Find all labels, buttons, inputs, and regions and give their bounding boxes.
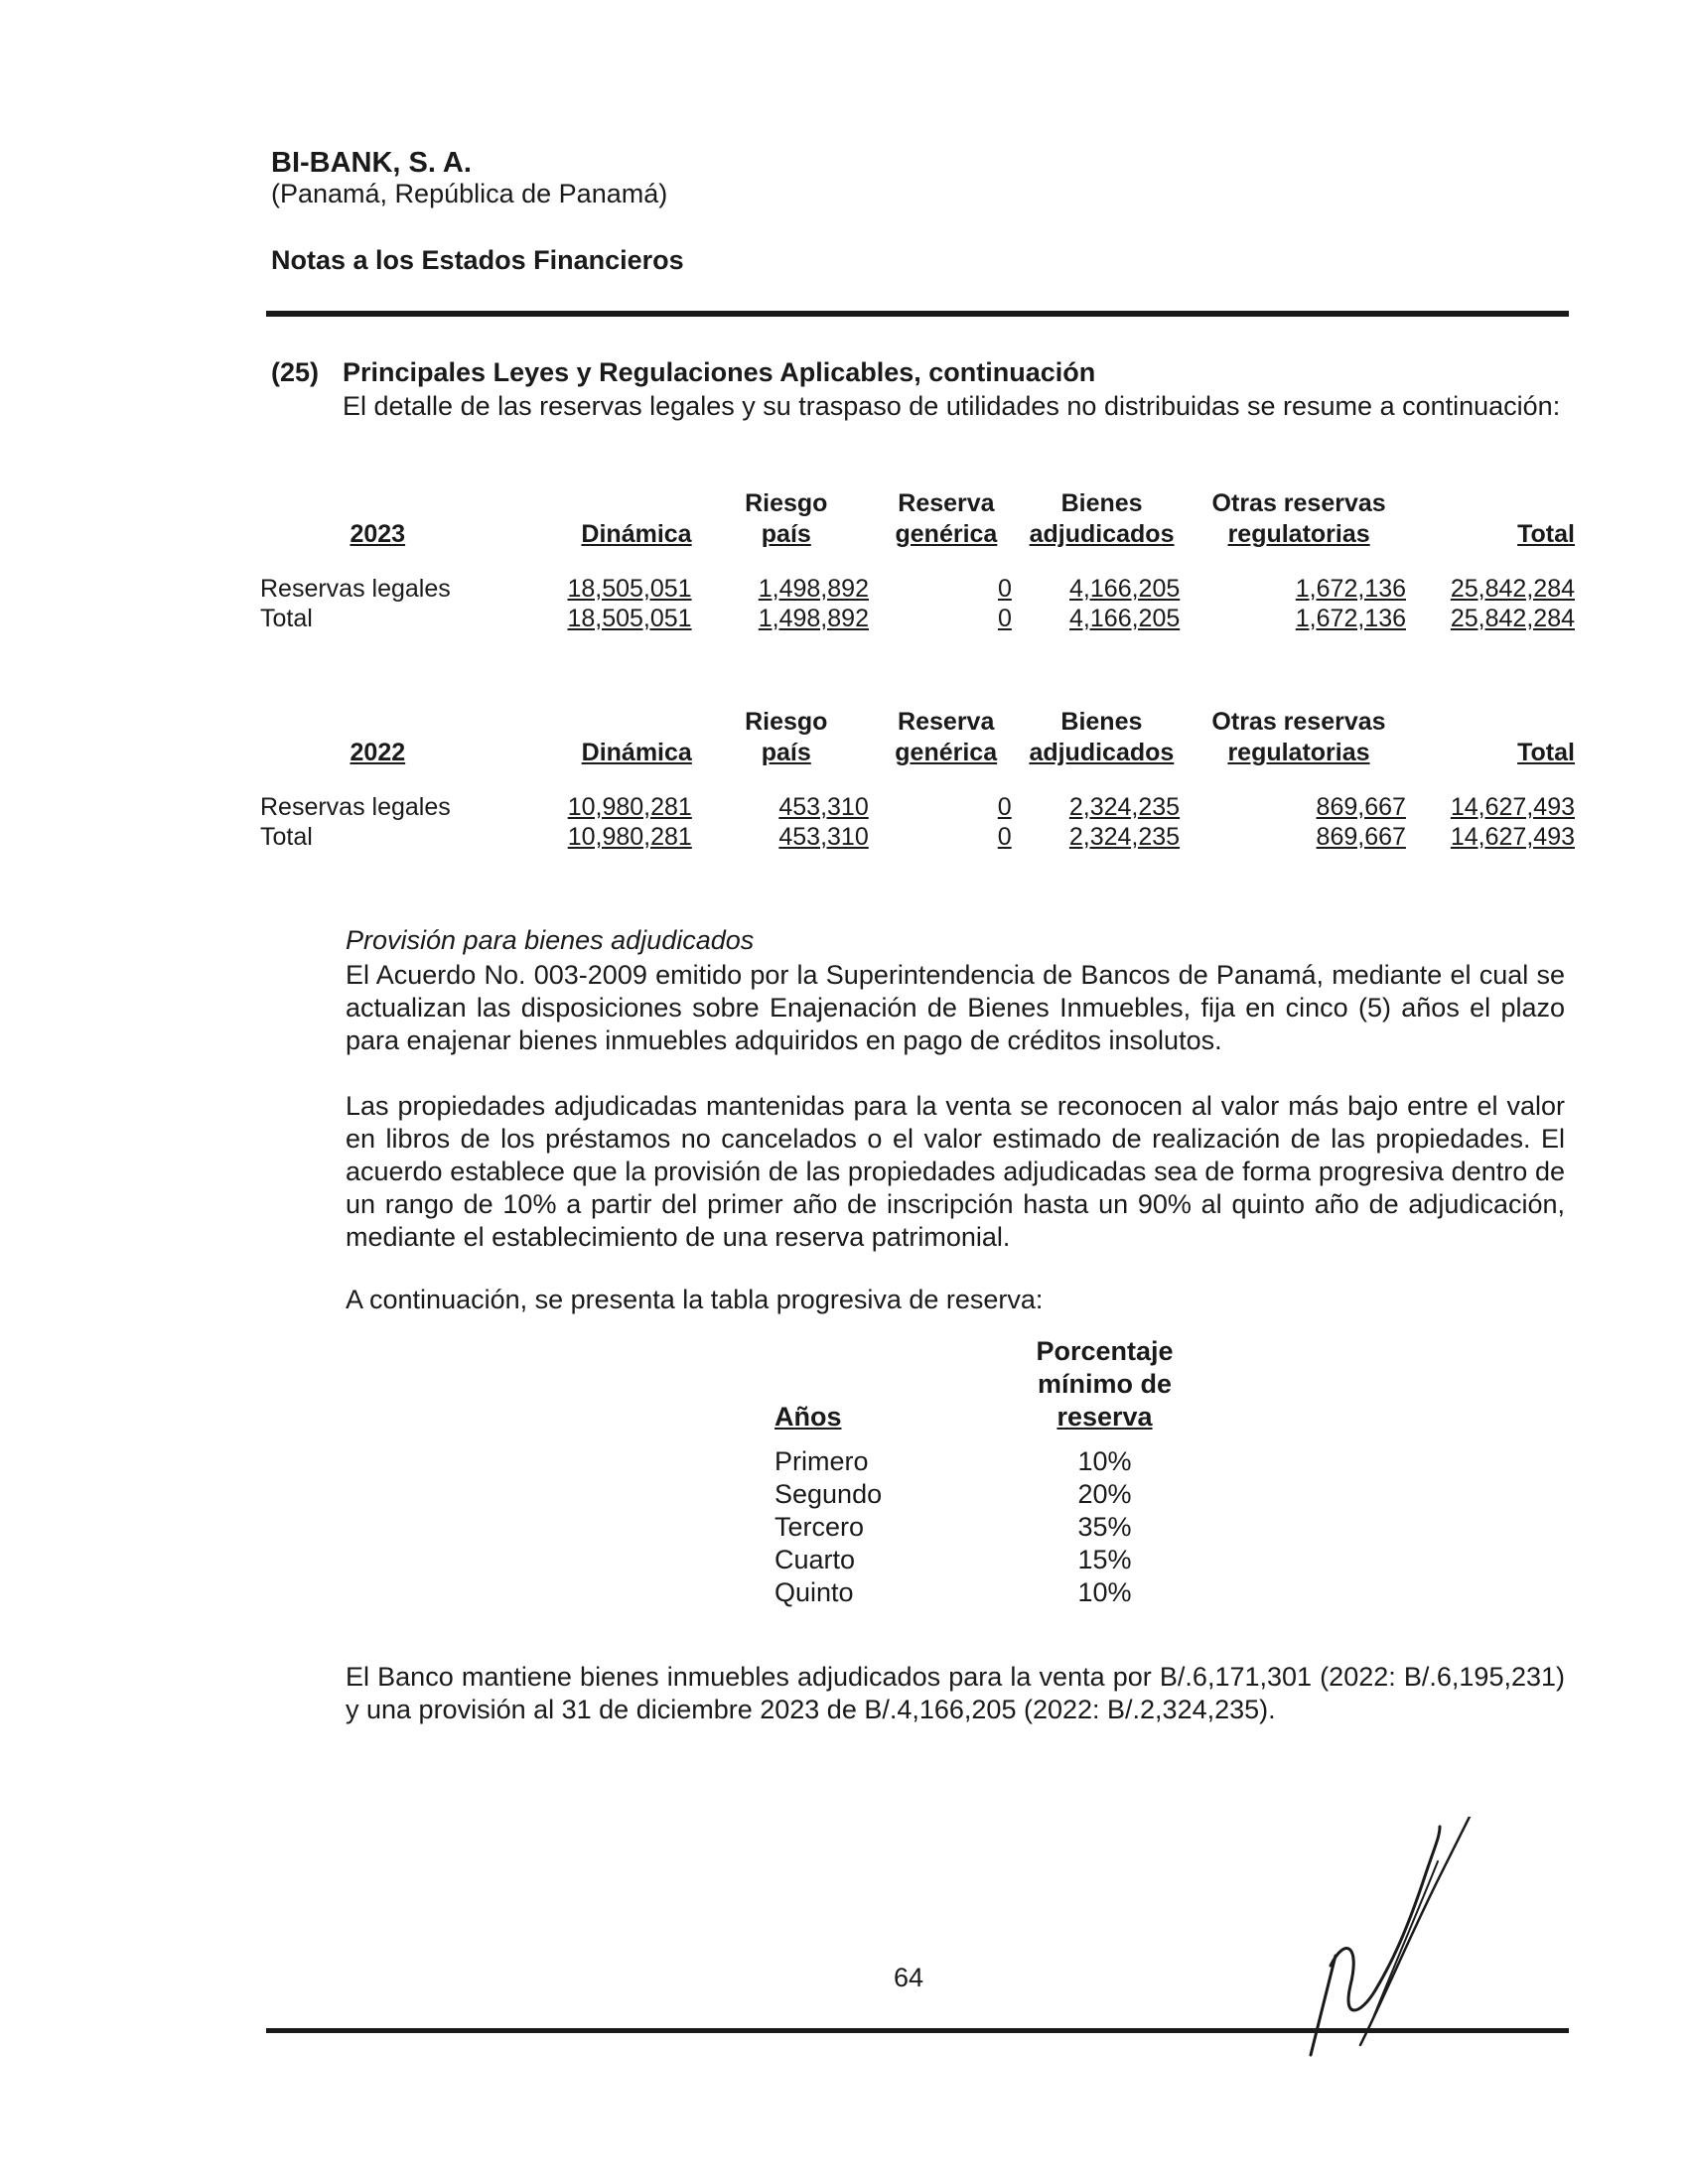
table-cell: 869,667 [1316,823,1406,851]
table-cell: 0 [997,575,1012,603]
table-cell: 2,324,235 [1068,793,1181,821]
table-cell: 0 [997,823,1012,851]
col-header: Dinámica [581,739,692,766]
provision-paragraph-1: El Acuerdo No. 003-2009 emitido por la Superintendencia de Bancos de Panamá, mediante el cual se actualizan las disposiciones sobre Enajenación de Bienes Inmuebles, fija en cinco (5) años el plazo para enajenar bienes inmuebles adquiridos en pago de créditos insolutos. [346,960,1565,1055]
col-header: país [761,739,811,766]
col-header: Total [1517,520,1575,548]
col-header-l1: Riesgo [745,489,828,517]
table-cell: 1,672,136 [1295,605,1406,632]
col-header-l1: Otras reservas [1211,489,1386,517]
table-cell: Segundo [774,1479,883,1509]
provision-paragraph-3: A continuación, se presenta la tabla progresiva de reserva: [346,1285,1044,1314]
table-cell: 10% [1077,1577,1132,1607]
table-cell: 18,505,051 [567,605,692,632]
col-header-l1: Riesgo [745,708,828,736]
table-row [260,604,1581,633]
provision-paragraph-2: Las propiedades adjudicadas mantenidas para la venta se reconocen al valor más bajo entre el valor en libros de los préstamos no cancelados o el valor estimado de realización de las propiedades. El acuerdo establece que la provisión de las propiedades adjudicadas sea de forma progresiva dentro de un rango de 10% a partir del primer año de inscripción hasta un 90% al quinto año de adjudicación, mediante el establecimiento de una reserva patrimonial. [346,1091,1565,1252]
col-header-l1: Otras reservas [1211,708,1386,736]
table-cell: 0 [997,793,1012,821]
col-header-l2: mínimo de [1037,1369,1172,1399]
col-header: reserva [1056,1402,1153,1432]
table-cell: 1,498,892 [758,575,869,603]
col-header: Años [774,1402,842,1432]
row-label: Total [260,605,313,632]
footer-divider [266,2028,1569,2033]
company-name: BI-BANK, S. A. [271,147,472,179]
reserves-table-2022 [260,707,1581,852]
table-row [755,1576,1196,1609]
table-cell: 1,498,892 [758,605,869,632]
col-header-l1: Bienes [1060,489,1143,517]
col-header: adjudicados [1029,739,1175,766]
table-cell: 4,166,205 [1069,605,1181,632]
table-row [260,792,1581,822]
row-label: Reservas legales [260,575,451,603]
table-cell: 1,672,136 [1295,575,1406,603]
col-header: genérica [895,520,998,548]
col-header: Dinámica [581,520,692,548]
col-header-l1: Bienes [1060,708,1143,736]
table-cell: 14,627,493 [1450,793,1575,821]
document-title: Notas a los Estados Financieros [271,245,684,275]
table-cell: 20% [1077,1479,1132,1509]
col-header: regulatorias [1227,739,1370,766]
table-cell: Tercero [774,1512,865,1542]
table-row [755,1544,1196,1576]
section-intro: El detalle de las reservas legales y su traspaso de utilidades no distribuidas se resume a continuación: [343,391,1561,421]
progressive-reserve-table [755,1335,1196,1609]
table-cell: 10,980,281 [567,823,692,851]
table-row [260,574,1581,604]
table-cell: 0 [997,605,1012,632]
table-cell: Quinto [774,1577,854,1607]
reserves-table-2023 [260,488,1581,633]
table-year: 2023 [350,520,406,548]
col-header: país [761,520,811,548]
provision-paragraph-4: El Banco mantiene bienes inmuebles adjudicados para la venta por B/.6,171,301 (2022: B/.6,195,231) y una provisión al 31 de diciembre 2023 de B/.4,166,205 (2022: B/.2,324,235). [346,1662,1565,1724]
section-title: Principales Leyes y Regulaciones Aplicables, continuación [343,357,1096,387]
col-header-l1: Reserva [898,489,995,517]
header-divider [266,311,1569,317]
col-header: genérica [895,739,998,766]
table-year: 2022 [350,739,406,766]
table-row [755,1445,1196,1478]
row-label: Total [260,823,313,851]
col-header-l1: Porcentaje [1036,1336,1174,1366]
table-cell: 15% [1077,1545,1132,1574]
provision-subtitle: Provisión para bienes adjudicados [346,925,755,955]
table-cell: Cuarto [774,1545,856,1574]
table-cell: 25,842,284 [1450,605,1575,632]
table-cell: 25,842,284 [1450,575,1575,603]
table-cell: 14,627,493 [1450,823,1575,851]
table-row [755,1511,1196,1544]
company-location: (Panamá, República de Panamá) [271,179,668,208]
col-header-l1: Reserva [898,708,995,736]
col-header: regulatorias [1227,520,1370,548]
page-number: 64 [894,1963,924,1992]
section-number: (25) [271,357,320,387]
table-cell: 35% [1077,1512,1132,1542]
table-cell: 4,166,205 [1069,575,1181,603]
col-header: Total [1517,739,1575,766]
table-cell: 453,310 [778,793,869,821]
table-row [260,822,1581,852]
table-cell: 10% [1077,1446,1132,1476]
table-cell: 2,324,235 [1068,823,1181,851]
signature-icon [1291,1817,1529,2075]
col-header: adjudicados [1029,520,1175,548]
row-label: Reservas legales [260,793,451,821]
table-row [755,1478,1196,1511]
table-cell: 869,667 [1316,793,1406,821]
table-cell: Primero [774,1446,869,1476]
table-cell: 453,310 [778,823,869,851]
table-cell: 18,505,051 [567,575,692,603]
table-cell: 10,980,281 [567,793,692,821]
